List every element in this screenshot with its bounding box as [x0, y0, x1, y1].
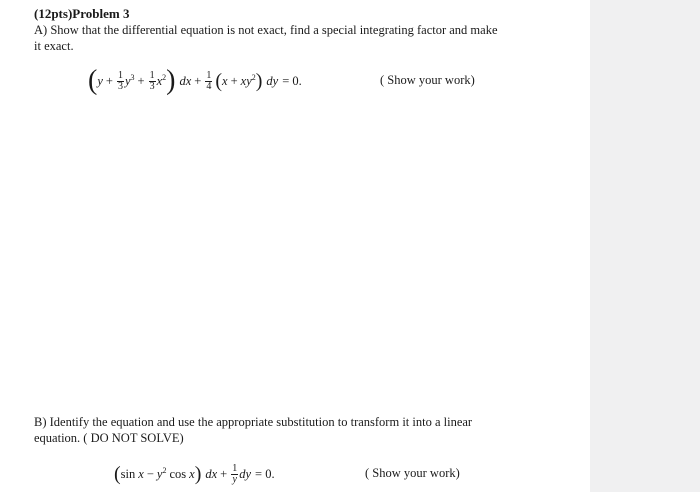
side-panel: [590, 0, 700, 492]
part-a-text-line-1: A) Show that the differential equation is not exact, find a special integrating factor and make: [34, 23, 498, 37]
part-b-text-line-1: B) Identify the equation and use the appropriate substitution to transform it into a linear: [34, 415, 473, 429]
fraction-one-third-a: $\frac{1}{3}$: [117, 69, 123, 92]
fraction-one-fourth: $\frac{1}{4}$: [206, 69, 212, 92]
part-b-equation: ( sin x − y $^2$ cos x ) dx + $\frac{1}{y}$ dy = 0.: [114, 462, 275, 485]
fraction-one-over-y: $\frac{1}{y}$: [232, 462, 238, 485]
part-a-text-line-2: it exact.: [34, 39, 74, 53]
problem-title: (12pts)Problem 3: [34, 6, 130, 21]
part-b-show-work-note: ( Show your work): [365, 466, 460, 480]
part-a-show-work-note: ( Show your work): [380, 73, 475, 87]
part-b-text-line-2: equation. ( DO NOT SOLVE): [34, 431, 184, 445]
part-a-equation: ( y + $\frac{1}{3}$ y $^3$ + $\frac{1}{3}$ x $^2$ ) dx + $\frac{1}{4}$ ( x + xy $^2$ ) dy = 0.: [88, 65, 302, 96]
fraction-one-third-b: $\frac{1}{3}$: [149, 69, 155, 92]
